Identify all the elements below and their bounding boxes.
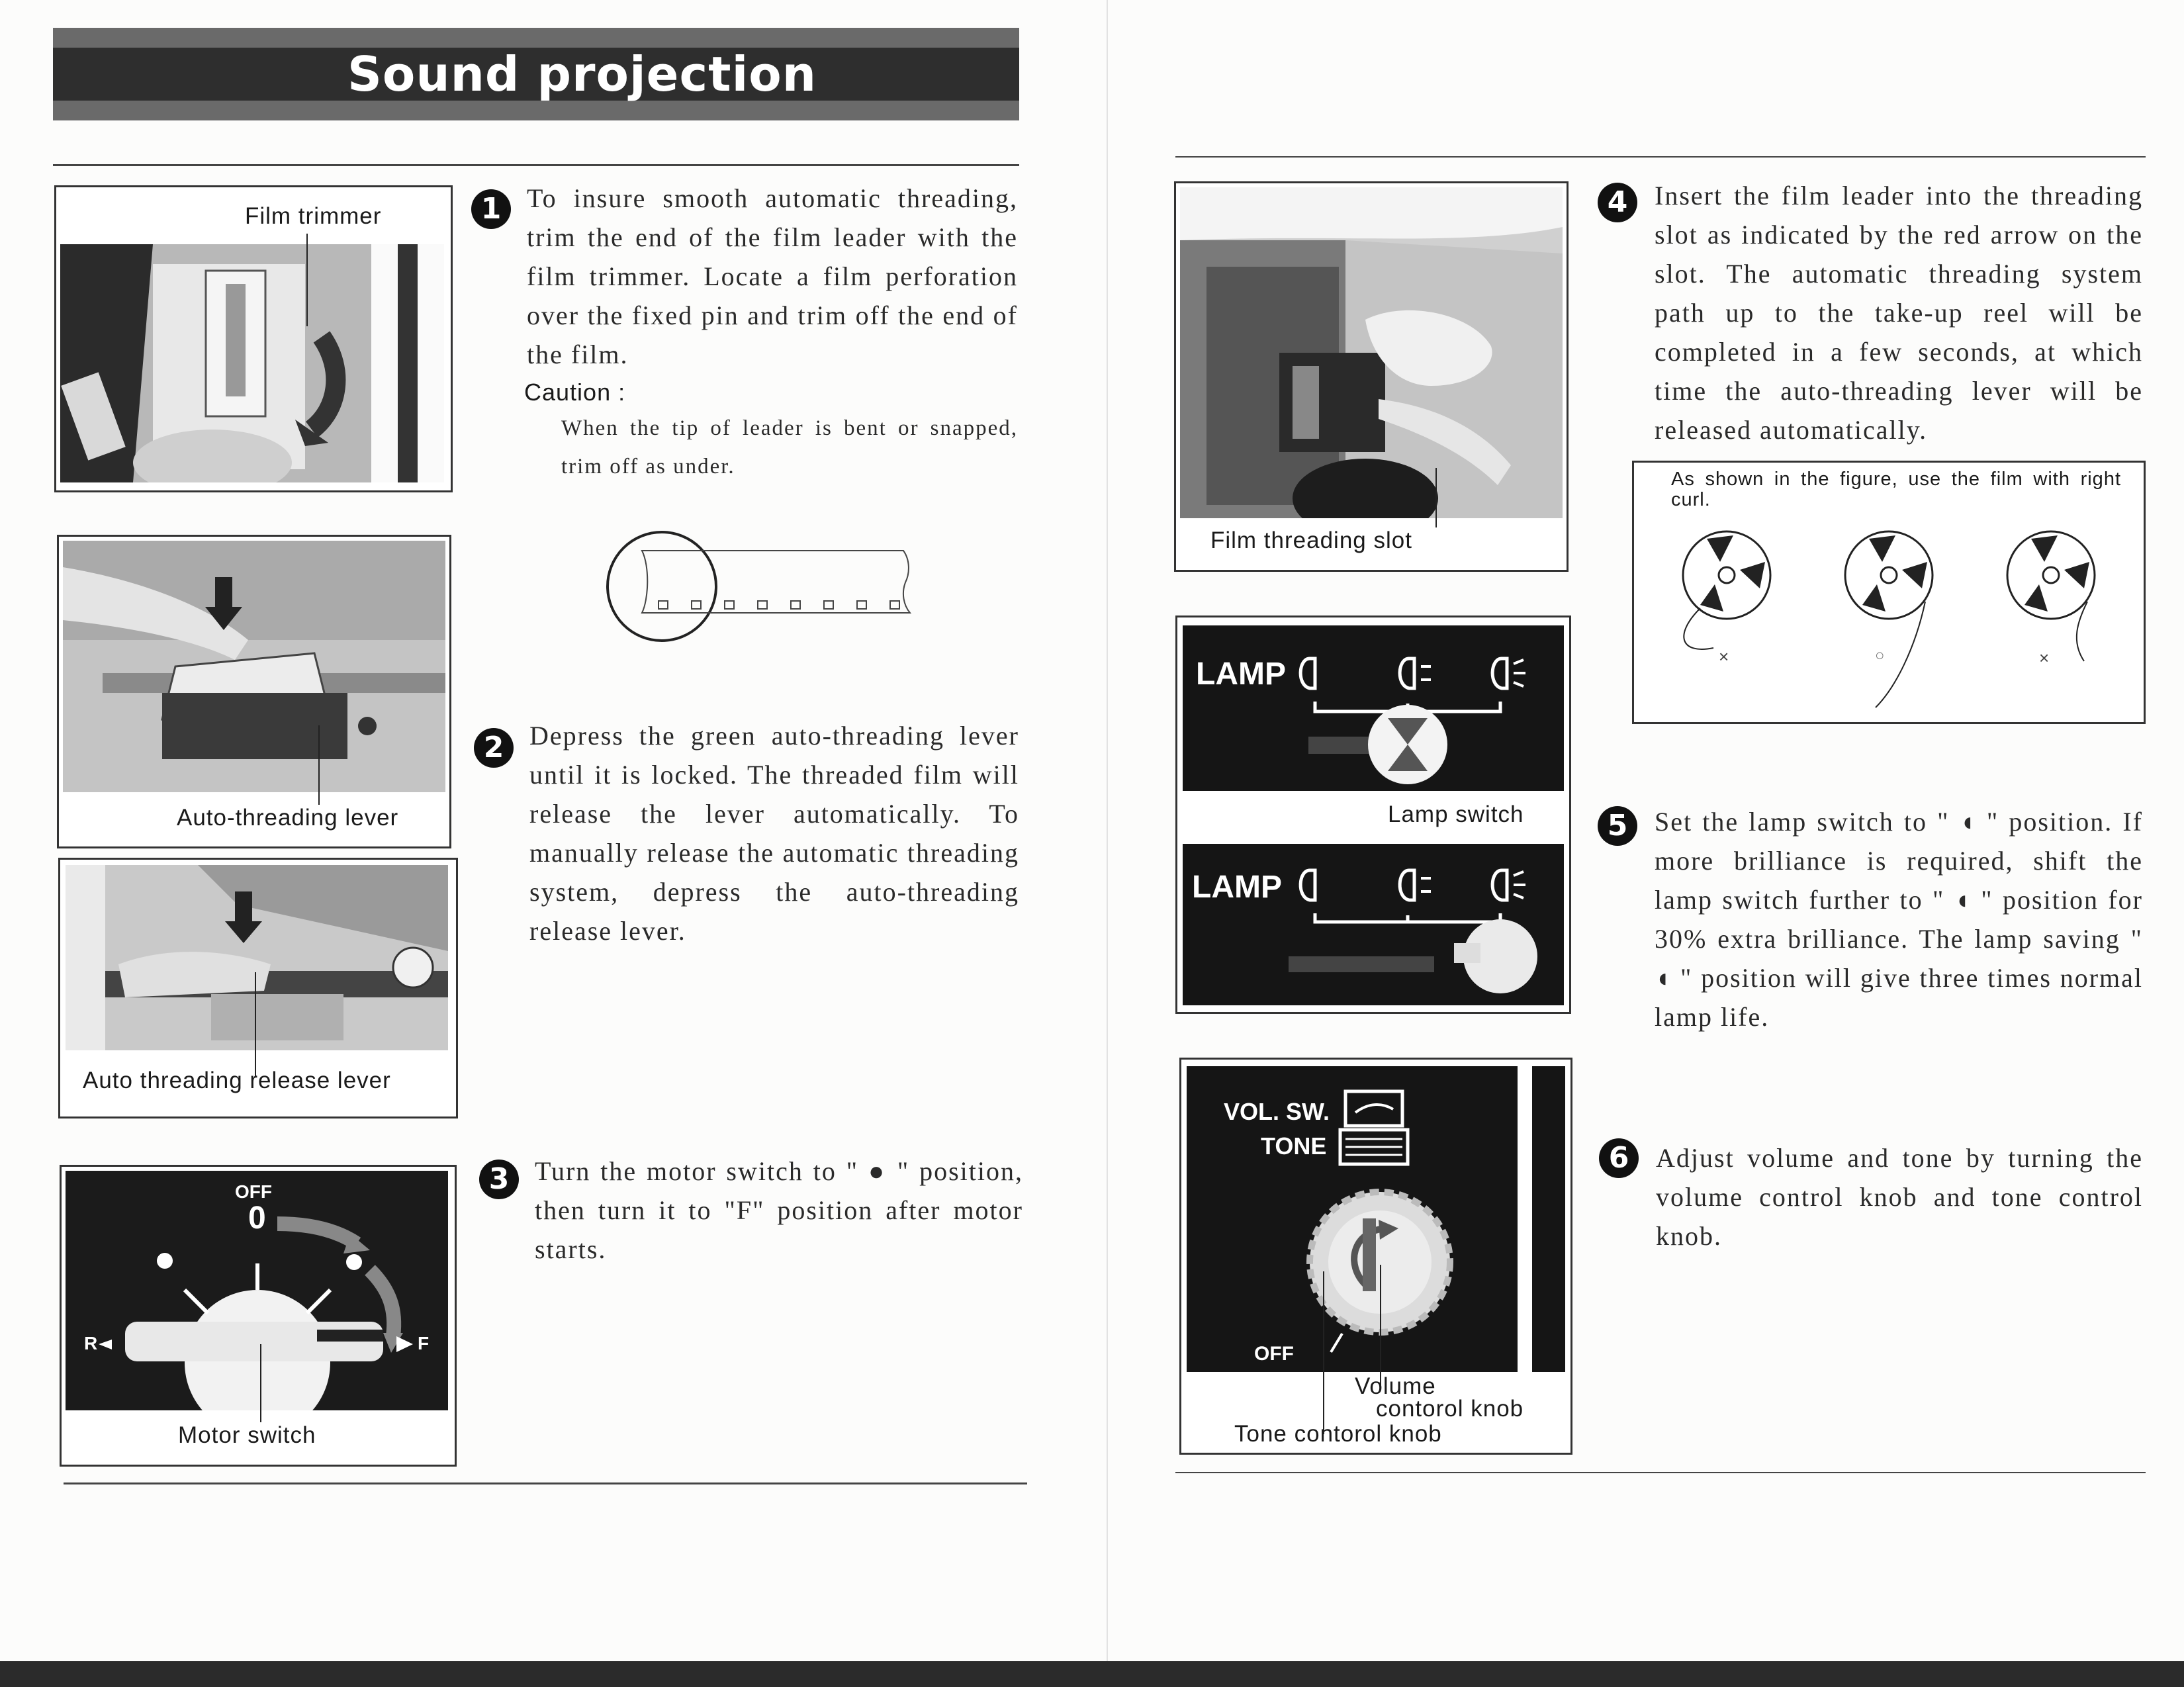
bottom-rule-left <box>64 1482 1027 1484</box>
lamp-label-top: LAMP <box>1196 657 1286 692</box>
scan-bottom-edge <box>0 1661 2184 1687</box>
volume-panel <box>1187 1066 1565 1372</box>
tone-knob-leader-line <box>1323 1271 1324 1434</box>
step-2-text: Depress the green auto-threading lever until it is locked. The threaded film will release the lever automatically. To manually release the automatic threading system, depress the auto-threading release lever. <box>529 721 1019 946</box>
tone-label: TONE <box>1261 1132 1327 1160</box>
film-threading-slot-figure <box>1174 181 1569 572</box>
auto-threading-release-figure <box>58 858 458 1118</box>
step-5-text: Set the lamp switch to " ◖ " position. If more brilliance is required, shift the lamp switch further to " ◖ " position for 30% extra brilliance. The lamp saving " ◖ " position will give three times normal lamp life. <box>1655 807 2143 1032</box>
film-trimmer-photo <box>60 244 444 482</box>
film-trimmer-figure <box>54 185 453 492</box>
top-rule-left <box>53 164 1019 166</box>
motor-reverse-label: R <box>84 1333 98 1353</box>
reel-mark-right: × <box>2039 648 2050 668</box>
film-slot-leader-line <box>1435 468 1437 527</box>
step-6-text: Adjust volume and tone by turning the volume control knob and tone control knob. <box>1656 1143 2143 1251</box>
film-threading-slot-label: Film threading slot <box>1210 527 1412 553</box>
motor-zero-label: 0 <box>248 1201 266 1236</box>
volume-knob-label-line1: Volume <box>1355 1373 1436 1399</box>
vol-sw-label: VOL. SW. <box>1224 1098 1330 1125</box>
volume-knob-leader-line <box>1380 1265 1381 1388</box>
page-header-bar <box>53 28 1019 120</box>
lamp-bottom-graphic <box>1183 844 1564 1005</box>
step-2-number: 2 <box>474 728 514 768</box>
film-trimmer-label: Film trimmer <box>245 203 382 229</box>
reel-middle <box>1845 531 1933 707</box>
reel-right <box>2007 531 2095 661</box>
auto-threading-lever-leader-line <box>318 725 320 805</box>
release-lever-leader-line <box>255 972 256 1077</box>
motor-off-label: OFF <box>235 1181 272 1202</box>
caution-title: Caution : <box>524 379 626 406</box>
volume-graphic <box>1187 1066 1565 1372</box>
volume-knob-label-line2: contorol knob <box>1376 1396 1524 1422</box>
auto-threading-lever-photo <box>63 541 445 792</box>
reel-left <box>1683 531 1770 649</box>
step-5-number: 5 <box>1598 806 1637 846</box>
film-leader-diagram <box>602 527 920 646</box>
motor-switch-figure <box>60 1165 457 1467</box>
reel-curl-note <box>1632 461 2146 724</box>
reel-diagrams <box>1661 522 2124 721</box>
lamp-label-bottom: LAMP <box>1192 870 1282 905</box>
caution-text: When the tip of leader is bent or snapped, trim off as under. <box>561 416 1018 479</box>
step-1-number: 1 <box>471 189 511 229</box>
motor-switch-photo <box>66 1171 448 1410</box>
motor-forward-label: F <box>418 1333 430 1353</box>
lamp-panel-top <box>1183 625 1564 791</box>
volume-tone-figure <box>1179 1058 1572 1455</box>
volume-off-label: OFF <box>1254 1343 1294 1365</box>
auto-threading-release-photo <box>66 865 448 1050</box>
auto-threading-lever-figure <box>57 535 451 848</box>
bottom-rule-right <box>1175 1472 2146 1473</box>
step-3-text: Turn the motor switch to " ● " position, then turn it to "F" position after motor starts. <box>535 1156 1023 1264</box>
reel-mark-middle: ○ <box>1875 647 1885 664</box>
step-4-text: Insert the film leader into the threading slot as indicated by the red arrow on the slot. The automatic threading system path up to the take-up reel will be completed in a few seconds, at which time the auto-threading lever will be released automatically. <box>1655 181 2143 445</box>
page-title: Sound projection <box>347 46 817 102</box>
lamp-top-graphic <box>1183 625 1564 791</box>
step-3-number: 3 <box>479 1160 519 1199</box>
step-6-number: 6 <box>1599 1138 1639 1178</box>
step-1-text: To insure smooth automatic threading, trim the end of the film leader with the film trimmer. Locate a film perforation over the fixed pin and trim off the end of the film. <box>527 183 1018 369</box>
reel-mark-left: × <box>1719 647 1729 666</box>
motor-switch-leader-line <box>260 1344 261 1422</box>
top-rule-right <box>1175 156 2146 158</box>
film-trimmer-leader-line <box>306 234 308 326</box>
auto-threading-release-label: Auto threading release lever <box>83 1068 391 1093</box>
step-4-number: 4 <box>1598 183 1637 222</box>
motor-switch-label: Motor switch <box>178 1422 316 1448</box>
page-gutter <box>1107 0 1108 1661</box>
lamp-panel-bottom <box>1183 844 1564 1005</box>
auto-threading-lever-label: Auto-threading lever <box>177 805 399 831</box>
reel-curl-note-text: As shown in the figure, use the film with right curl. <box>1671 469 2121 510</box>
lamp-switch-figure <box>1175 616 1571 1014</box>
tone-knob-label: Tone contorol knob <box>1234 1421 1442 1447</box>
film-threading-slot-photo <box>1180 187 1563 518</box>
lamp-switch-label: Lamp switch <box>1388 801 1524 827</box>
